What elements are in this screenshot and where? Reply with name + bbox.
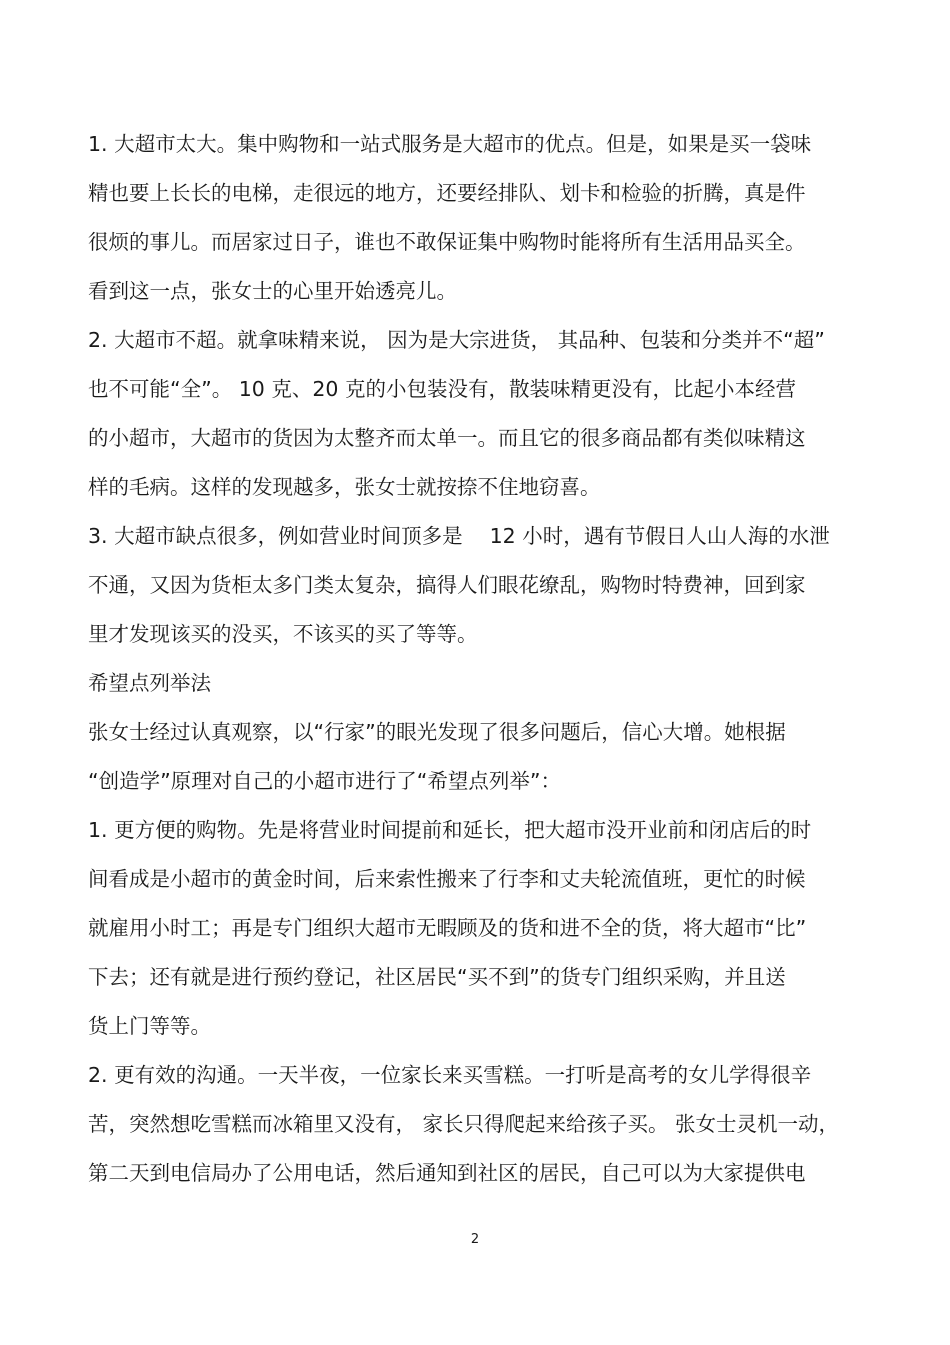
text-line: 苦，突然想吃雪糕而冰箱里又没有， 家长只得爬起来给孩子买。 张女士灵机一动，	[88, 1112, 840, 1136]
document-body	[88, 120, 848, 1198]
text-line: 精也要上长长的电梯，走很远的地方，还要经排队、划卡和检验的折腾，真是件	[88, 181, 806, 205]
text-line: 的小超市，大超市的货因为太整齐而太单一。而且它的很多商品都有类似味精这	[88, 426, 806, 450]
text-line: 3. 大超市缺点很多，例如营业时间顶多是 12 小时，遇有节假日人山人海的水泄	[88, 524, 830, 548]
text-line: 2. 大超市不超。就拿味精来说， 因为是大宗进货， 其品种、包装和分类并不“超”	[88, 328, 825, 352]
page-number: 2	[470, 1232, 480, 1247]
text-line: “创造学”原理对自己的小超市进行了“希望点列举”：	[88, 769, 561, 793]
text-line: 样的毛病。这样的发现越多，张女士就按捺不住地窃喜。	[88, 475, 601, 499]
text-line: 间看成是小超市的黄金时间，后来索性搬来了行李和丈夫轮流值班，更忙的时候	[88, 867, 806, 891]
text-line: 1. 更方便的购物。先是将营业时间提前和延长，把大超市没开业前和闭店后的时	[88, 818, 812, 842]
text-line: 也不可能“全”。 10 克、20 克的小包装没有，散装味精更没有，比起小本经营	[88, 377, 796, 401]
section-heading: 希望点列举法	[88, 671, 211, 695]
text-line: 货上门等等。	[88, 1014, 211, 1038]
text-line: 张女士经过认真观察，以“行家”的眼光发现了很多问题后，信心大增。她根据	[88, 720, 786, 744]
text-line: 第二天到电信局办了公用电话，然后通知到社区的居民，自己可以为大家提供电	[88, 1161, 806, 1185]
text-line: 2. 更有效的沟通。一天半夜，一位家长来买雪糕。一打听是高考的女儿学得很辛	[88, 1063, 812, 1087]
text-line: 下去；还有就是进行预约登记，社区居民“买不到”的货专门组织采购，并且送	[88, 965, 786, 989]
text-line: 里才发现该买的没买，不该买的买了等等。	[88, 622, 478, 646]
text-line: 就雇用小时工；再是专门组织大超市无暇顾及的货和进不全的货，将大超市“比”	[88, 916, 807, 940]
text-line: 很烦的事儿。而居家过日子，谁也不敢保证集中购物时能将所有生活用品买全。	[88, 230, 806, 254]
text-line: 1. 大超市太大。集中购物和一站式服务是大超市的优点。但是，如果是买一袋味	[88, 132, 812, 156]
text-line: 看到这一点，张女士的心里开始透亮儿。	[88, 279, 457, 303]
text-line: 不通，又因为货柜太多门类太复杂，搞得人们眼花缭乱，购物时特费神，回到家	[88, 573, 806, 597]
